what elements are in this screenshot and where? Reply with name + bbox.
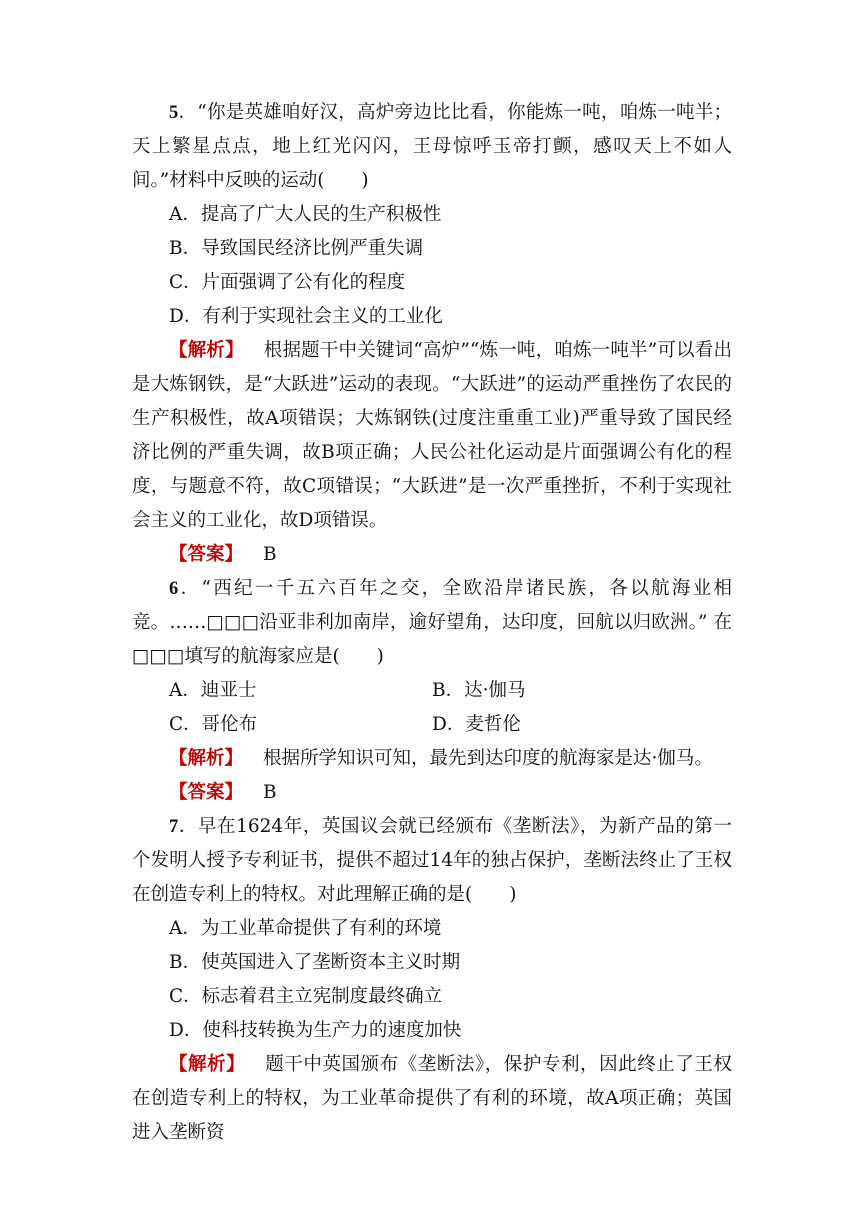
question-6-stem [132, 572, 732, 674]
question-6-answer-value: B [263, 782, 277, 803]
document-content [132, 96, 732, 1150]
question-6-options-row-1 [132, 674, 732, 708]
question-6 [132, 572, 732, 810]
question-7-analysis-text: 题干中英国颁布《垄断法》，保护专利，因此终止了王权在创造专利上的特权，为工业革命提供了有利的环境，故A项正确；英国进入垄断资 [132, 1054, 732, 1143]
question-6-option-c: C．哥伦布 [169, 714, 258, 735]
question-6-analysis-text: 根据所学知识可知，最先到达印度的航海家是达·伽马。 [263, 748, 713, 769]
question-5-option-d: D．有利于实现社会主义的工业化 [169, 306, 443, 327]
question-7-text: ．早在1624年，英国议会就已经颁布《垄断法》，为新产品的第一个发明人授予专利证书，提供不超过14年的独占保护，垄断法终止了王权在创造专利上的特权。对此理解正确的是( ) [132, 816, 732, 905]
question-7-option-a: A．为工业革命提供了有利的环境 [169, 918, 442, 939]
question-6-options-row-2 [132, 708, 732, 742]
question-7-stem [132, 810, 732, 912]
question-6-number: 6 [169, 579, 179, 599]
question-5-option-b: B．导致国民经济比例严重失调 [169, 238, 424, 259]
question-7-option-c: C．标志着君主立宪制度最终确立 [169, 986, 443, 1007]
answer-tag: 【答案】 [169, 782, 244, 803]
question-6-answer [132, 776, 732, 810]
question-5-answer [132, 538, 732, 572]
question-5-option-a: A．提高了广大人民的生产积极性 [169, 204, 442, 225]
question-6-option-a: A．迪亚士 [169, 680, 257, 701]
question-5-analysis [132, 334, 732, 538]
question-6-option-d: D．麦哲伦 [432, 714, 521, 735]
analysis-tag: 【解析】 [169, 1054, 246, 1075]
question-5 [132, 96, 732, 572]
question-6-text: ．“西纪一千五六百年之交，全欧沿岸诸民族，各以航海业相竞。……□□□沿亚非利加南岸，逾好望角，达印度，回航以归欧洲。” 在□□□填写的航海家应是( ) [132, 578, 732, 667]
question-7 [132, 810, 732, 1150]
question-7-option-b: B．使英国进入了垄断资本主义时期 [169, 952, 461, 973]
question-5-text: ．“你是英雄咱好汉，高炉旁边比比看，你能炼一吨，咱炼一吨半；天上繁星点点，地上红光闪闪，王母惊呼玉帝打颤，感叹天上不如人间。”材料中反映的运动( ) [132, 102, 732, 191]
question-7-analysis [132, 1048, 732, 1150]
question-5-number: 5 [169, 103, 179, 123]
answer-tag: 【答案】 [169, 544, 244, 565]
question-6-analysis [132, 742, 732, 776]
analysis-tag: 【解析】 [169, 748, 244, 769]
question-5-option-c: C．片面强调了公有化的程度 [169, 272, 406, 293]
question-7-option-d: D．使科技转换为生产力的速度加快 [169, 1020, 462, 1041]
question-5-stem [132, 96, 732, 198]
question-6-option-b: B．达·伽马 [432, 680, 526, 701]
question-5-analysis-text: 根据题干中关键词“高炉”“炼一吨，咱炼一吨半”可以看出是大炼钢铁，是“大跃进”运动的表现。“大跃进”的运动严重挫伤了农民的生产积极性，故A项错误；大炼钢铁(过度注重重工业)严重导致了国民经济比例的严重失调，故B项正确；人民公社化运动是片面强调公有化的程度，与题意不符，故C项错误；“大跃进”是一次严重挫折，不利于实现社会主义的工业化，故D项错误。 [132, 340, 732, 531]
analysis-tag: 【解析】 [169, 340, 244, 361]
question-7-number: 7 [169, 817, 179, 837]
question-5-answer-value: B [263, 544, 277, 565]
